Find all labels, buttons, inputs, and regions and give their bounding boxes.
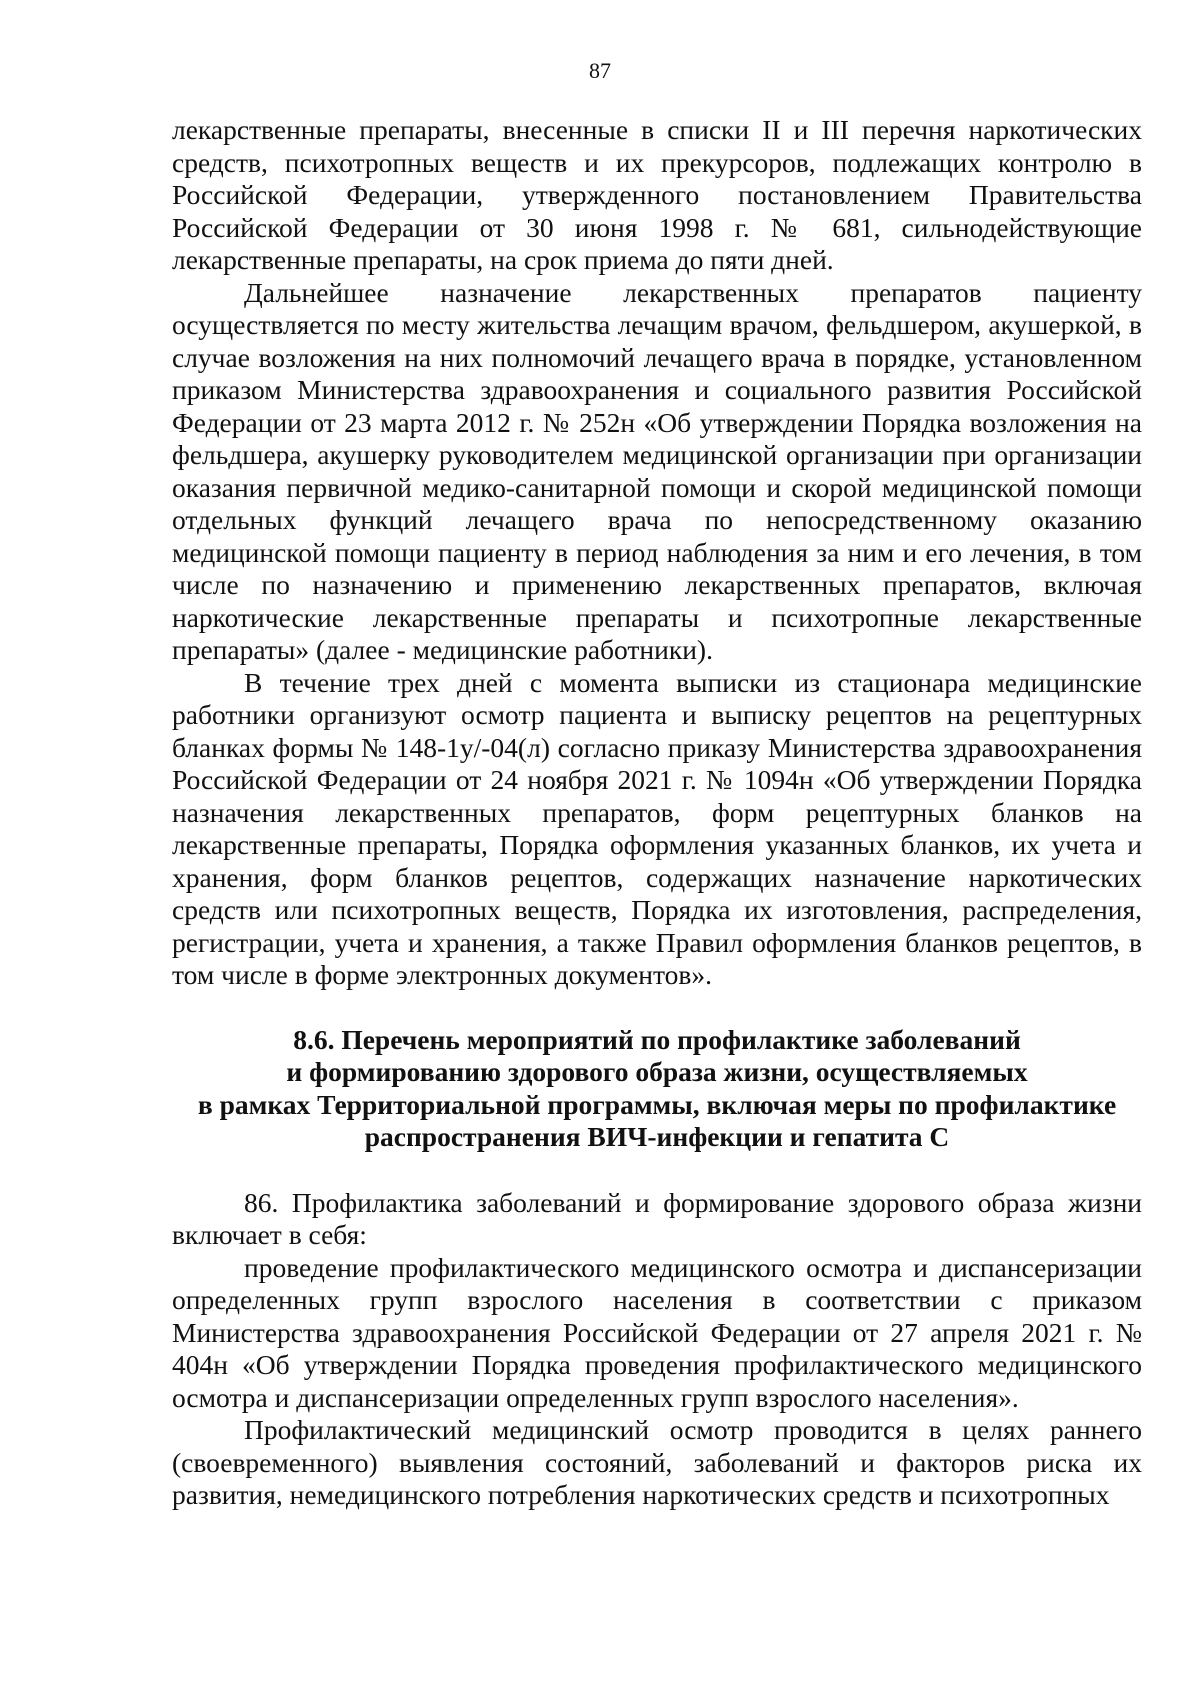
section-heading-line: в рамках Территориальной программы, включая меры по профилактике	[197, 1088, 1117, 1120]
section-heading-line: распространения ВИЧ-инфекции и гепатита С	[364, 1121, 950, 1152]
document-body	[172, 114, 1142, 1512]
paragraph: 86. Профилактика заболеваний и формирование здорового образа жизни включает в себя:	[172, 1186, 1142, 1250]
page-number: 87	[589, 58, 611, 83]
paragraph: лекарственные препараты, внесенные в списки II и III перечня наркотических средств, психотропных веществ и их прекурсоров, подлежащих контролю в Российской Федерации, утвержденного постановлением Правительства Российской Федерации от 30 июня 1998 г. № 681, сильнодействующие лекарственные препараты, на срок приема до пяти дней.	[172, 114, 1142, 275]
paragraph: Дальнейшее назначение лекарственных препаратов пациенту осуществляется по месту жительства лечащим врачом, фельдшером, акушеркой, в случае возложения на них полномочий лечащего врача в порядке, установленном приказом Министерства здравоохранения и социального развития Российской Федерации от 23 марта 2012 г. № 252н «Об утверждении Порядка возложения на фельдшера, акушерку руководителем медицинской организации при организации оказания первичной медико-санитарной помощи и скорой медицинской помощи отдельных функций лечащего врача по непосредственному оказанию медицинской помощи пациенту в период наблюдения за ним и его лечения, в том числе по назначению и применению лекарственных препаратов, включая наркотические лекарственные препараты и психотропные лекарственные препараты» (далее - медицинские работники).	[172, 276, 1142, 665]
paragraph: проведение профилактического медицинского осмотра и диспансеризации определенных групп взрослого населения в соответствии с приказом Министерства здравоохранения Российской Федерации от 27 апреля 2021 г. № 404н «Об утверждении Порядка проведения профилактического медицинского осмотра и диспансеризации определенных групп взрослого населения».	[172, 1251, 1142, 1413]
section-heading	[172, 1024, 1142, 1154]
paragraph: В течение трех дней с момента выписки из стационара медицинские работники организуют осмотр пациента и выписку рецептов на рецептурных бланках формы № 148-1у/-04(л) согласно приказу Министерства здравоохранения Российской Федерации от 24 ноября 2021 г. № 1094н «Об утверждении Порядка назначения лекарственных препаратов, форм рецептурных бланков на лекарственные препараты, Порядка оформления указанных бланков, их учета и хранения, форм бланков рецептов, содержащих назначение наркотических средств или психотропных веществ, Порядка их изготовления, распределения, регистрации, учета и хранения, а также Правил оформления бланков рецептов, в том числе в форме электронных документов».	[172, 666, 1142, 990]
paragraph: Профилактический медицинский осмотр проводится в целях раннего (своевременного) выявления состояний, заболеваний и факторов риска их развития, немедицинского потребления наркотических средств и психотропных	[172, 1414, 1142, 1510]
section-heading-line: 8.6. Перечень мероприятий по профилактике заболеваний	[293, 1023, 1021, 1055]
section-heading-line: и формированию здорового образа жизни, осуществляемых	[286, 1056, 1028, 1087]
